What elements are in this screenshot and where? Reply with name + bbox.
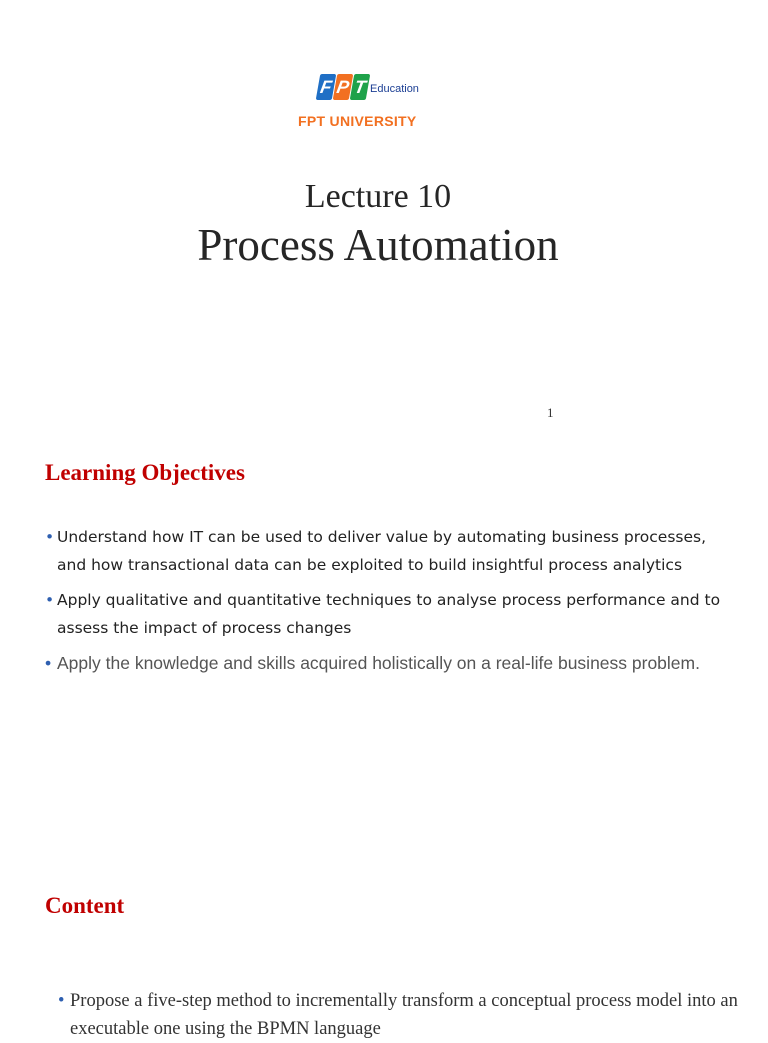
logo-education-text: Education bbox=[370, 83, 419, 95]
list-item bbox=[45, 649, 725, 677]
content-heading: Content bbox=[45, 893, 125, 918]
list-item bbox=[45, 586, 725, 642]
lecture-number: Lecture 10 bbox=[304, 178, 452, 215]
page-number: 1 bbox=[547, 405, 554, 420]
bullet-icon: • bbox=[45, 528, 55, 546]
content-text: Propose a five-step method to incrementally transform a conceptual process model into an executable one using the BPMN language bbox=[70, 991, 738, 1039]
bullet-icon: • bbox=[45, 591, 55, 609]
bullet-icon: • bbox=[45, 653, 52, 673]
logo-letter-f: F bbox=[316, 74, 337, 100]
fpt-university-logo bbox=[298, 74, 438, 130]
learning-objectives-heading: Learning Objectives bbox=[45, 460, 245, 485]
content-list bbox=[58, 987, 738, 1043]
logo-letter-t: T bbox=[350, 74, 371, 100]
objectives-list bbox=[45, 523, 725, 684]
slide-title: Process Automation bbox=[197, 220, 559, 270]
logo-university-text: FPT UNIVERSITY bbox=[298, 113, 417, 129]
objective-text: Understand how IT can be used to deliver value by automating business processes, and how transactional data can be exploited to build insightful process analytics bbox=[57, 528, 707, 574]
list-item bbox=[58, 987, 738, 1043]
objective-text: Apply the knowledge and skills acquired holistically on a real-life business problem. bbox=[57, 653, 700, 673]
logo-letter-p: P bbox=[333, 74, 354, 100]
bullet-icon: • bbox=[58, 991, 65, 1011]
objective-text: Apply qualitative and quantitative techniques to analyse process performance and to assess the impact of process changes bbox=[57, 591, 721, 637]
list-item bbox=[45, 523, 725, 579]
